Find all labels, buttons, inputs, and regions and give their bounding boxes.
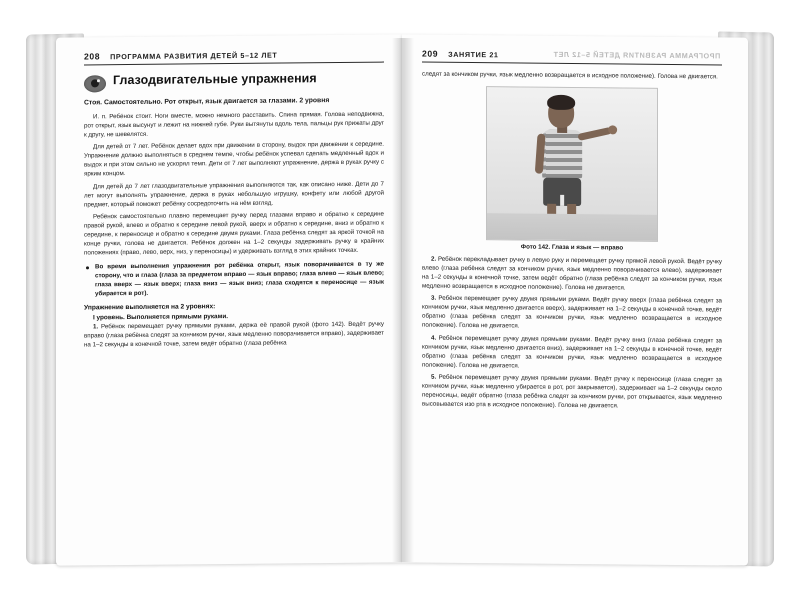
continuation-paragraph: следят за кончиком ручки, язык медленно возвращается в исходное положение). Голова не двигается. — [422, 70, 718, 81]
page-number-left: 208 — [84, 51, 101, 62]
level-one-intro: I уровень. Выполняется прямыми руками. — [93, 312, 229, 322]
hair — [547, 95, 575, 110]
bullet-item-tongue: Во время выполнения упражнения рот ребёнка открыт, язык поворачивается в ту же сторону, что и глаза (глаза за предметом вправо — язык вправо; глаза влево — язык влево; глаза вверх — язык вверх; глаза вниз — язык вниз; глаза сходятся к переносице — язык убирается в рот). — [95, 260, 384, 298]
right-step-3 — [422, 295, 722, 334]
section-lead: Стоя. Самостоятельно. Рот открыт, язык двигается за глазами. 2 уровня — [84, 97, 330, 107]
right-step-2-number: 2. — [431, 255, 437, 263]
section-title-row — [84, 71, 384, 94]
right-step-3-text: Ребёнок перемещает ручку двумя прямыми руками. Ведёт ручку вверх (глаза ребёнка следят за кончиком ручки, язык медленно двигается вверх), задерживает на 1–2 секунды в конечной точке, ведёт обратно (глаза ребёнка следят за кончиком ручки, язык медленно возвращается в исходное положение). Голова не двигается. — [422, 295, 722, 330]
right-step-4 — [422, 334, 722, 373]
paragraph-from-7-years: Для детей от 7 лет. Ребёнок делает вдох при движении в сторону, выдох при движении к середине. Упражнение должно выполняться в среднем темпе, чтобы ребёнок успевал сделать медленный вдох и выдох и при этом сильно не ускорял темп. Дети от 7 лет выполняют упражнение, держа в руках ручку с ярким концом. — [84, 140, 384, 178]
right-step-2 — [422, 256, 722, 295]
left-page-content — [84, 49, 384, 354]
striped-shirt — [542, 130, 582, 180]
photo-142-caption: Фото 142. Глаза и язык — вправо — [520, 243, 624, 252]
right-arm-pointing — [577, 127, 612, 141]
levels-heading: Упражнение выполняется на 2 уровнях: — [84, 303, 216, 312]
right-step-5-text: Ребёнок перемещает ручку двумя прямыми руками. Ведёт ручку к переносице (глаза следят за кончиком ручки, язык медленно убирается в рот, рот закрывается), задерживает на 1–2 секунды около переносицы, ведёт обратно (глаза ребёнка следят за кончиком ручки, рот открывается, язык медленно высовывается изо рта в исходное положение). Голова не двигается. — [422, 374, 722, 410]
left-step-1-text: Ребёнок перемещает ручку прямыми руками, держа её правой рукой (фото 142). Ведёт ручку вправо (глаза ребёнка следят за кончиком ручки, язык медленно поворачивается вправо), задерживает на 1–2 секунды в конечной точке, затем ведёт обратно (глаза ребёнка — [84, 320, 384, 349]
show-through-running-head: ПРОГРАММА РАЗВИТИЯ ДЕТЕЙ 5–12 ЛЕТ — [552, 49, 720, 61]
right-step-5-number: 5. — [431, 373, 437, 381]
right-step-2-text: Ребёнок перекладывает ручку в левую руку и перемещает ручку прямой левой рукой. Ведёт ручку влево (глаза ребёнка следят за кончиком ручки, язык медленно поворачивается влево), задерживает на 1–2 секунды в конечной точке, затем ведёт обратно (глаза ребёнка следят за кончиком ручки, язык медленно возвращается в исходное положение). Голова не двигается. — [422, 255, 722, 292]
paragraph-under-7-years: Для детей до 7 лет глазодвигательные упражнения выполняются так, как описано ниже. Дети до 7 лет могут выполнять упражнение, держа в руках небольшую игрушку, конфету или любой другой предмет, который поможет ребёнку сосредоточить на нём взгляд. — [84, 180, 384, 208]
left-step-1-number: 1. — [93, 323, 99, 331]
open-book — [26, 14, 774, 586]
page-number-right: 209 — [422, 48, 439, 59]
right-hand — [608, 125, 617, 134]
running-head-left-text: ПРОГРАММА РАЗВИТИЯ ДЕТЕЙ 5–12 ЛЕТ — [110, 50, 278, 62]
section-title: Глазодвигательные упражнения — [113, 71, 317, 88]
right-step-3-number: 3. — [431, 295, 437, 303]
eye-icon — [84, 75, 106, 92]
photo-142 — [486, 86, 658, 242]
right-step-4-number: 4. — [431, 334, 437, 342]
floor — [487, 213, 657, 241]
right-page-content — [422, 49, 722, 417]
paragraph-initial-position: И. п. Ребёнок стоит. Ноги вместе, можно немного расставить. Спина прямая. Голова неподвижна, рот открыт, язык высунут и лежит на нижней губе. Руки вытянуты вдоль тела, пальцы рук прижаты друг к другу, не шевелятся. — [84, 110, 384, 139]
running-head-right-text: ЗАНЯТИЕ 21 — [448, 49, 499, 60]
left-step-1 — [84, 320, 384, 350]
shorts — [543, 178, 581, 206]
running-head-left — [84, 49, 384, 66]
right-step-5 — [422, 374, 722, 413]
paragraph-movement-description: Ребёнок самостоятельно плавно перемещает ручку перед глазами вправо и обратно к середине правой рукой, влево и обратно к середине левой рукой, вверх и обратно к середине, вниз и обратно к середине, к переносице и обратно к середине двумя руками. Глаза ребёнка следят за яркой точкой на конце ручки, голова не двигается. Ребёнок должен на 1–2 секунды задерживать ручку в крайних положениях (право, лево, верх, низ, у переносицы) и удерживать взгляд в этих крайних точках. — [84, 210, 384, 257]
right-step-4-text: Ребёнок перемещает ручку двумя прямыми руками. Ведёт ручку вниз (глаза ребёнка следят за кончиком ручки, язык медленно двигается вниз), задерживает на 1–2 секунды в конечной точке, ведёт обратно (глаза ребёнка следят за кончиком ручки, язык медленно возвращается в исходное положение). Голова не двигается. — [422, 334, 722, 370]
bullet-list — [84, 260, 384, 299]
